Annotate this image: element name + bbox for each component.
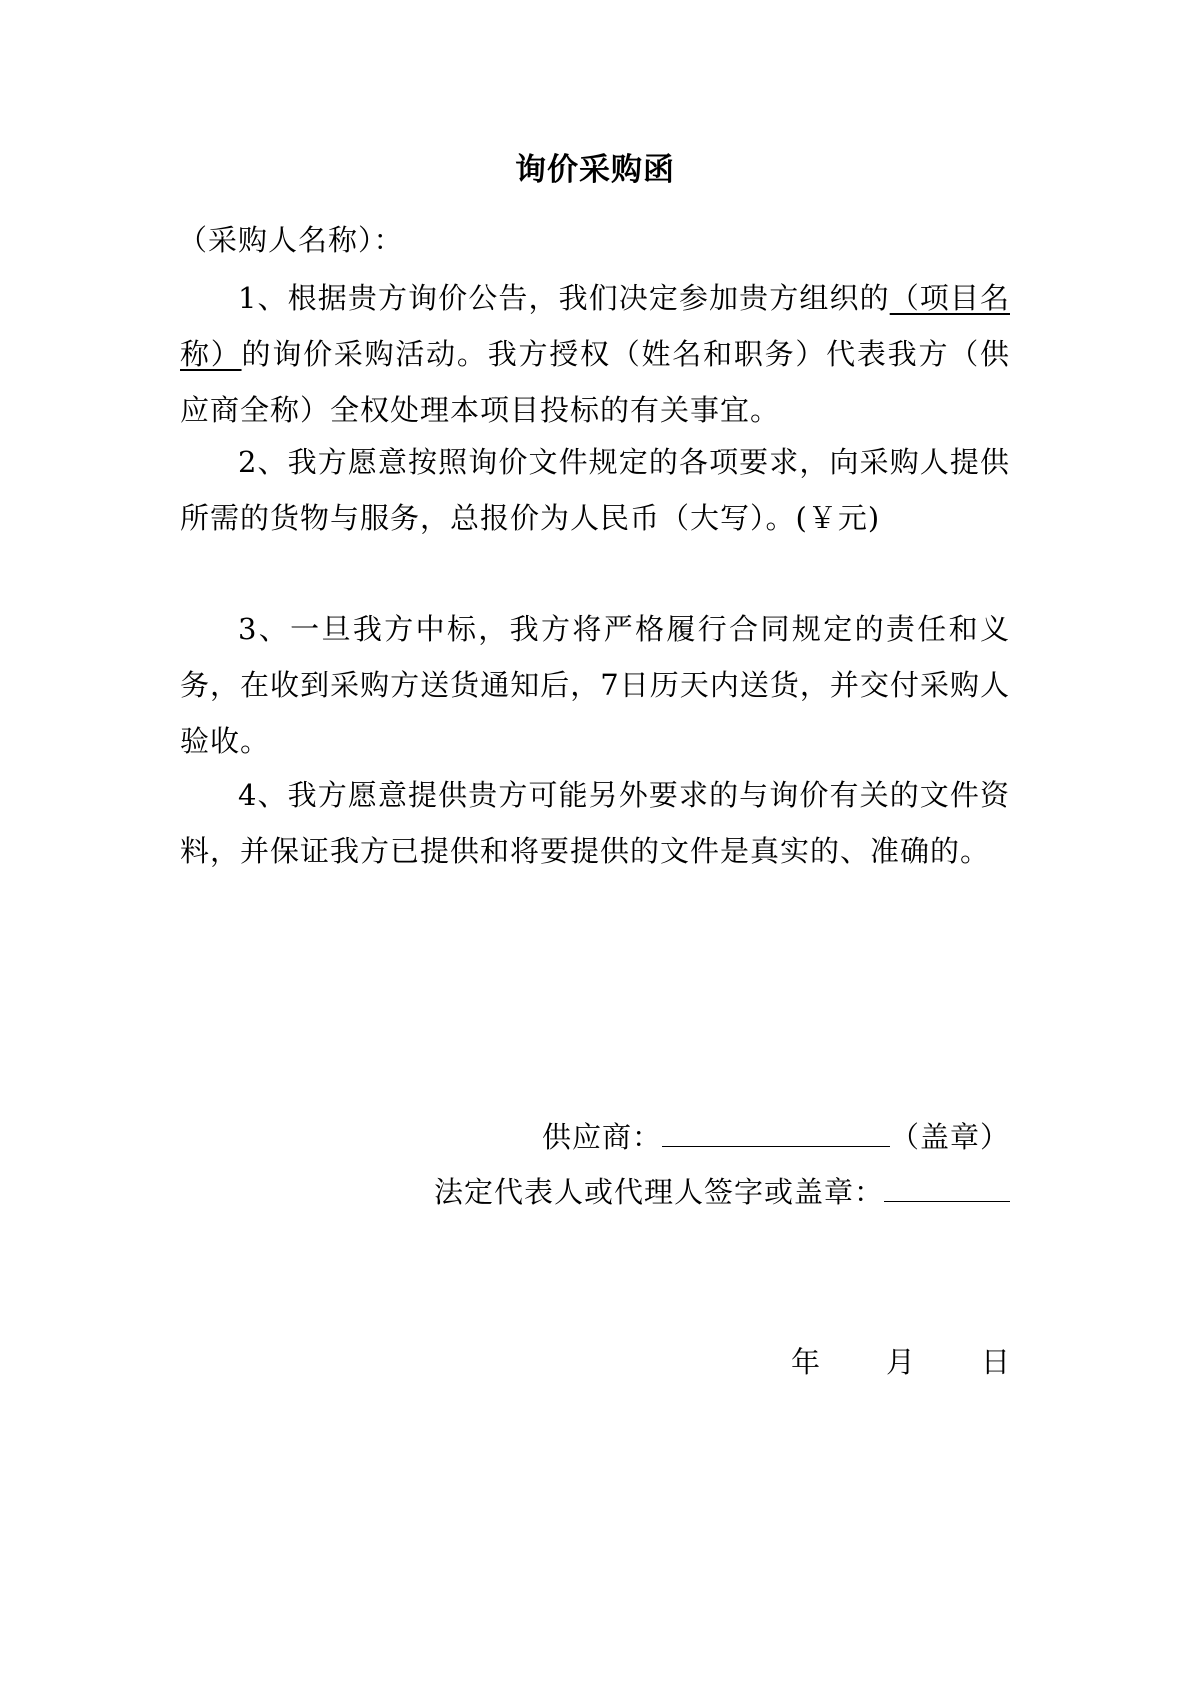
supplier-label: 供应商： — [541, 1120, 662, 1154]
paragraph-2: 2、我方愿意按照询价文件规定的各项要求，向采购人提供所需的货物与服务，总报价为人民币（大写）。(￥元) — [180, 445, 1010, 535]
document-title: 询价采购函 — [515, 152, 675, 188]
date-day: 日 — [980, 1345, 1010, 1379]
representative-signature-line — [434, 1165, 1010, 1216]
date-month: 月 — [885, 1345, 915, 1379]
seal-note: （盖章） — [889, 1120, 1010, 1154]
paragraph-3: 3、一旦我方中标，我方将严格履行合同规定的责任和义务，在收到采购方送货通知后，7日历天内送货，并交付采购人验收。 — [180, 612, 1010, 758]
supplier-signature-line — [542, 1110, 1010, 1161]
project-name-field: （项目名称） — [180, 281, 1010, 371]
representative-blank — [884, 1165, 1010, 1202]
representative-label: 法定代表人或代理人签字或盖章： — [433, 1175, 884, 1209]
salutation: （采购人名称）： — [178, 223, 404, 257]
paragraph-1-text-a: 1、根据贵方询价公告，我们决定参加贵方组织的 — [238, 281, 890, 315]
supplier-blank — [662, 1110, 890, 1147]
paragraph-1 — [180, 270, 1010, 438]
date-line — [791, 1338, 1010, 1386]
date-year: 年 — [790, 1345, 820, 1379]
paragraph-1-text-b: 的询价采购活动。我方授权（姓名和职务）代表我方（供应商全称）全权处理本项目投标的有关事宜。 — [180, 337, 1010, 427]
paragraph-4: 4、我方愿意提供贵方可能另外要求的与询价有关的文件资料，并保证我方已提供和将要提供的文件是真实的、准确的。 — [180, 778, 1010, 868]
